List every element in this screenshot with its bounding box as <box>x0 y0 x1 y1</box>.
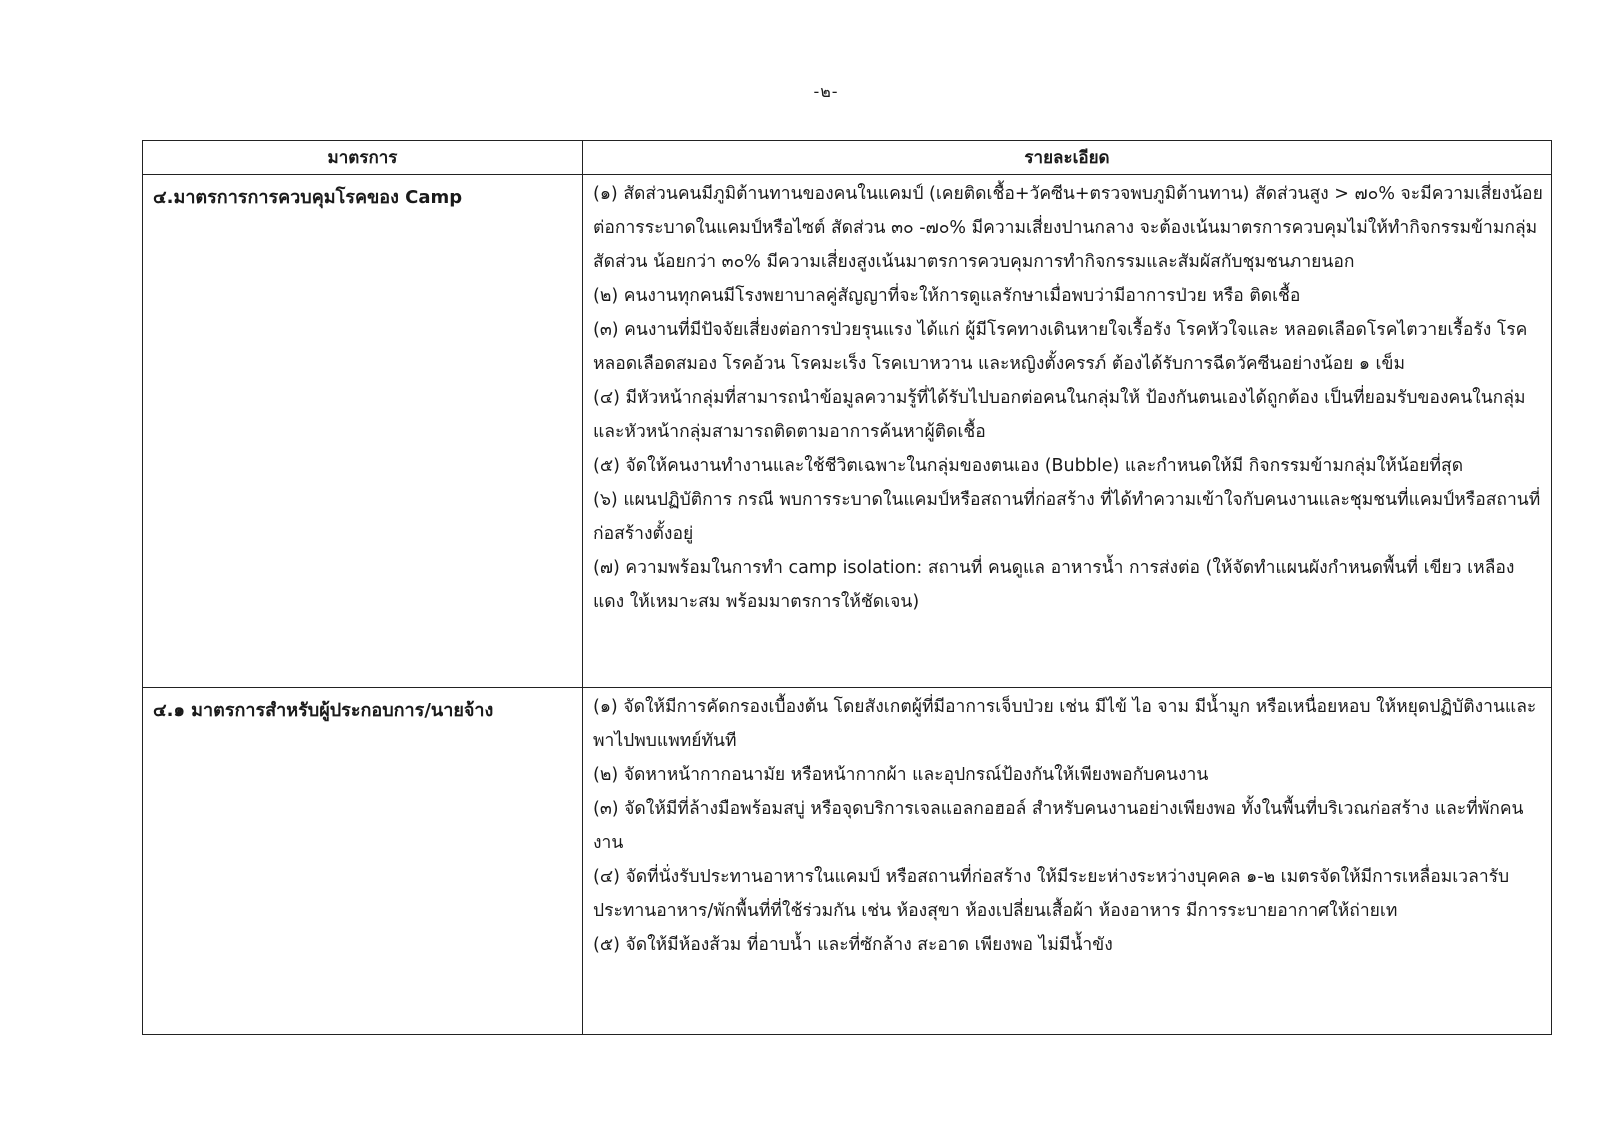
measure-details <box>583 175 1552 688</box>
measure-details <box>583 688 1552 1035</box>
detail-item: (๒) คนงานทุกคนมีโรงพยาบาลคู่สัญญาที่จะให้การดูแลรักษาเมื่อพบว่ามีอาการป่วย หรือ ติดเชื้อ <box>593 286 1301 306</box>
detail-item: (๕) จัดให้คนงานทำงานและใช้ชีวิตเฉพาะในกลุ่มของตนเอง (Bubble) และกำหนดให้มี กิจกรรมข้ามกลุ่มให้น้อยที่สุด <box>593 456 1464 476</box>
detail-item: (๑) สัดส่วนคนมีภูมิต้านทานของคนในแคมป์ (เคยติดเชื้อ+วัคซีน+ตรวจพบภูมิต้านทาน) สัดส่วนสูง > ๗๐% จะมีความเสี่ยงน้อยต่อการระบาดในแคมป์หรือไซต์ สัดส่วน ๓๐ -๗๐% มีความเสี่ยงปานกลาง จะต้องเน้นมาตรการควบคุมไม่ให้ทำกิจกรรมข้ามกลุ่ม สัดส่วน น้อยกว่า ๓๐% มีความเสี่ยงสูงเน้นมาตรการควบคุมการทำกิจกรรมและสัมผัสกับชุมชนภายนอก <box>593 184 1543 272</box>
detail-item: (๒) จัดหาหน้ากากอนามัย หรือหน้ากากผ้า และอุปกรณ์ป้องกันให้เพียงพอกับคนงาน <box>593 765 1209 785</box>
page-number: -๒- <box>813 82 839 101</box>
table-header-row <box>143 141 1552 175</box>
table-row <box>143 688 1552 1035</box>
detail-item: (๓) คนงานที่มีปัจจัยเสี่ยงต่อการป่วยรุนแรง ได้แก่ ผู้มีโรคทางเดินหายใจเรื้อรัง โรคหัวใจและ หลอดเลือดโรคไตวายเรื้อรัง โรคหลอดเลือดสมอง โรคอ้วน โรคมะเร็ง โรคเบาหวาน และหญิงตั้งครรภ์ ต้องได้รับการฉีดวัคซีนอย่างน้อย ๑ เข็ม <box>593 320 1528 374</box>
detail-item: (๑) จัดให้มีการคัดกรองเบื้องต้น โดยสังเกตผู้ที่มีอาการเจ็บป่วย เช่น มีไข้ ไอ จาม มีน้ำมูก หรือเหนื่อยหอบ ให้หยุดปฏิบัติงานและ พาไปพบแพทย์ทันที <box>593 697 1537 751</box>
table-row <box>143 175 1552 688</box>
detail-item: (๗) ความพร้อมในการทำ camp isolation: สถานที่ คนดูแล อาหารน้ำ การส่งต่อ (ให้จัดทำแผนผังกำหนดพื้นที่ เขียว เหลือง แดง ให้เหมาะสม พร้อมมาตรการให้ชัดเจน) <box>593 558 1515 612</box>
detail-item: (๔) มีหัวหน้ากลุ่มที่สามารถนำข้อมูลความรู้ที่ได้รับไปบอกต่อคนในกลุ่มให้ ป้องกันตนเองได้ถูกต้อง เป็นที่ยอมรับของคนในกลุ่ม และหัวหน้ากลุ่มสามารถติดตามอาการค้นหาผู้ติดเชื้อ <box>593 388 1526 442</box>
measure-name: ๔.มาตรการการควบคุมโรคของ Camp <box>143 175 583 688</box>
measures-table <box>142 140 1552 1035</box>
detail-item: (๕) จัดให้มีห้องส้วม ที่อาบน้ำ และที่ซักล้าง สะอาด เพียงพอ ไม่มีน้ำขัง <box>593 935 1113 955</box>
header-measure: มาตรการ <box>143 141 583 175</box>
detail-item: (๔) จัดที่นั่งรับประทานอาหารในแคมป์ หรือสถานที่ก่อสร้าง ให้มีระยะห่างระหว่างบุคคล ๑-๒ เมตรจัดให้มีการเหลื่อมเวลารับประทานอาหาร/พักพื้นที่ที่ใช้ร่วมกัน เช่น ห้องสุขา ห้องเปลี่ยนเสื้อผ้า ห้องอาหาร มีการระบายอากาศให้ถ่ายเท <box>593 867 1510 921</box>
header-details: รายละเอียด <box>583 141 1552 175</box>
detail-item: (๓) จัดให้มีที่ล้างมือพร้อมสบู่ หรือจุดบริการเจลแอลกอฮอล์ สำหรับคนงานอย่างเพียงพอ ทั้งในพื้นที่บริเวณก่อสร้าง และที่พักคนงาน <box>593 799 1524 853</box>
measure-name: ๔.๑ มาตรการสำหรับผู้ประกอบการ/นายจ้าง <box>143 688 583 1035</box>
detail-item: (๖) แผนปฏิบัติการ กรณี พบการระบาดในแคมป์หรือสถานที่ก่อสร้าง ที่ได้ทำความเข้าใจกับคนงานและชุมชนที่แคมป์หรือสถานที่ก่อสร้างตั้งอยู่ <box>593 490 1541 544</box>
